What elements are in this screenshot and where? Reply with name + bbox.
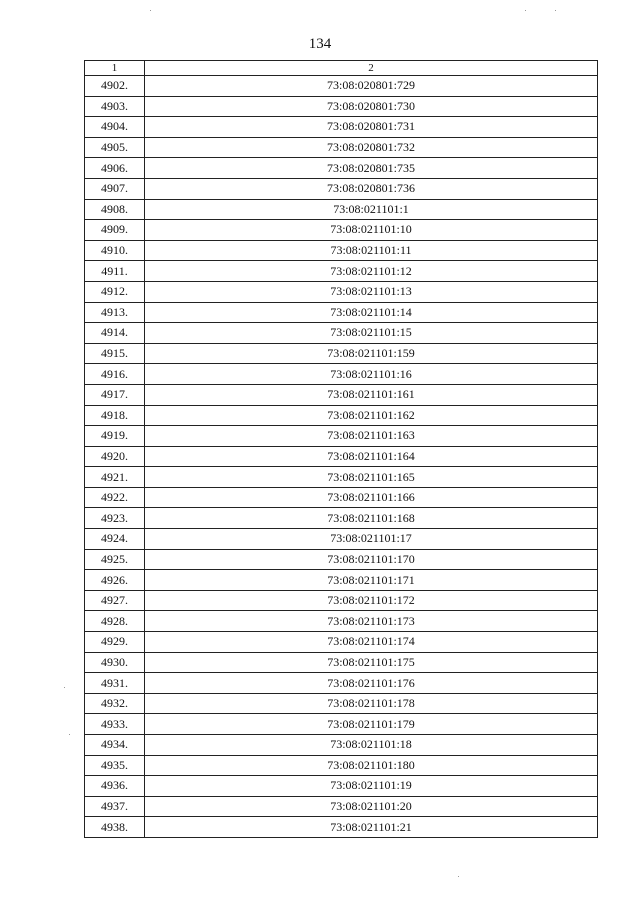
- table-row: [85, 590, 598, 611]
- cadastral-number: 73:08:021101:165: [145, 467, 598, 488]
- cadastral-number: 73:08:021101:12: [145, 261, 598, 282]
- row-number: 4915.: [85, 343, 145, 364]
- table-row: [85, 549, 598, 570]
- scan-speck: [458, 876, 459, 877]
- row-number: 4924.: [85, 529, 145, 550]
- table-row: [85, 426, 598, 447]
- row-number: 4925.: [85, 549, 145, 570]
- table-row: [85, 281, 598, 302]
- row-number: 4928.: [85, 611, 145, 632]
- row-number: 4936.: [85, 776, 145, 797]
- table-row: [85, 487, 598, 508]
- table-row: [85, 261, 598, 282]
- row-number: 4926.: [85, 570, 145, 591]
- row-number: 4910.: [85, 240, 145, 261]
- column-header-1: 1: [85, 61, 145, 76]
- table-row: [85, 384, 598, 405]
- table-row: [85, 302, 598, 323]
- table-row: [85, 796, 598, 817]
- row-number: 4923.: [85, 508, 145, 529]
- table-row: [85, 96, 598, 117]
- row-number: 4917.: [85, 384, 145, 405]
- table-row: [85, 817, 598, 838]
- table-row: [85, 570, 598, 591]
- table-row: [85, 632, 598, 653]
- table-row: [85, 220, 598, 241]
- table-row: [85, 714, 598, 735]
- row-number: 4906.: [85, 158, 145, 179]
- row-number: 4913.: [85, 302, 145, 323]
- row-number: 4920.: [85, 446, 145, 467]
- row-number: 4927.: [85, 590, 145, 611]
- cadastral-number: 73:08:021101:173: [145, 611, 598, 632]
- table-row: [85, 405, 598, 426]
- row-number: 4914.: [85, 323, 145, 344]
- cadastral-number: 73:08:021101:10: [145, 220, 598, 241]
- row-number: 4911.: [85, 261, 145, 282]
- register-table: [84, 60, 598, 838]
- row-number: 4907.: [85, 178, 145, 199]
- cadastral-number: 73:08:020801:730: [145, 96, 598, 117]
- table-row: [85, 240, 598, 261]
- cadastral-number: 73:08:021101:15: [145, 323, 598, 344]
- table-row: [85, 199, 598, 220]
- table-row: [85, 446, 598, 467]
- row-number: 4918.: [85, 405, 145, 426]
- scan-speck: [555, 10, 556, 11]
- cadastral-number: 73:08:021101:168: [145, 508, 598, 529]
- row-number: 4934.: [85, 735, 145, 756]
- scan-speck: [150, 10, 151, 11]
- header-row: [85, 61, 598, 76]
- cadastral-number: 73:08:020801:736: [145, 178, 598, 199]
- row-number: 4937.: [85, 796, 145, 817]
- row-number: 4935.: [85, 755, 145, 776]
- cadastral-number: 73:08:021101:16: [145, 364, 598, 385]
- table-row: [85, 755, 598, 776]
- scan-speck: [64, 687, 65, 688]
- cadastral-number: 73:08:021101:19: [145, 776, 598, 797]
- table-row: [85, 467, 598, 488]
- table-row: [85, 776, 598, 797]
- cadastral-number: 73:08:021101:20: [145, 796, 598, 817]
- cadastral-number: 73:08:021101:162: [145, 405, 598, 426]
- table-row: [85, 178, 598, 199]
- cadastral-number: 73:08:021101:17: [145, 529, 598, 550]
- row-number: 4919.: [85, 426, 145, 447]
- page-number: 134: [308, 36, 332, 52]
- cadastral-number: 73:08:021101:1: [145, 199, 598, 220]
- cadastral-number: 73:08:021101:18: [145, 735, 598, 756]
- row-number: 4922.: [85, 487, 145, 508]
- table-row: [85, 693, 598, 714]
- row-number: 4931.: [85, 673, 145, 694]
- table-row: [85, 673, 598, 694]
- cadastral-number: 73:08:021101:13: [145, 281, 598, 302]
- table-row: [85, 158, 598, 179]
- table-row: [85, 323, 598, 344]
- row-number: 4912.: [85, 281, 145, 302]
- row-number: 4908.: [85, 199, 145, 220]
- cadastral-number: 73:08:021101:21: [145, 817, 598, 838]
- table-row: [85, 735, 598, 756]
- cadastral-number: 73:08:021101:166: [145, 487, 598, 508]
- cadastral-number: 73:08:021101:14: [145, 302, 598, 323]
- scan-speck: [525, 10, 526, 11]
- cadastral-number: 73:08:020801:729: [145, 76, 598, 97]
- table-row: [85, 76, 598, 97]
- cadastral-number: 73:08:021101:171: [145, 570, 598, 591]
- row-number: 4933.: [85, 714, 145, 735]
- table-row: [85, 529, 598, 550]
- row-number: 4904.: [85, 117, 145, 138]
- cadastral-number: 73:08:021101:180: [145, 755, 598, 776]
- row-number: 4905.: [85, 137, 145, 158]
- cadastral-number: 73:08:021101:175: [145, 652, 598, 673]
- row-number: 4929.: [85, 632, 145, 653]
- row-number: 4903.: [85, 96, 145, 117]
- row-number: 4932.: [85, 693, 145, 714]
- scan-speck: [69, 734, 70, 735]
- table-row: [85, 611, 598, 632]
- row-number: 4909.: [85, 220, 145, 241]
- table-row: [85, 117, 598, 138]
- cadastral-number: 73:08:021101:179: [145, 714, 598, 735]
- cadastral-number: 73:08:021101:172: [145, 590, 598, 611]
- table-row: [85, 137, 598, 158]
- table-header: [85, 61, 598, 76]
- table-row: [85, 508, 598, 529]
- table-row: [85, 364, 598, 385]
- cadastral-number: 73:08:021101:176: [145, 673, 598, 694]
- row-number: 4921.: [85, 467, 145, 488]
- cadastral-number: 73:08:020801:735: [145, 158, 598, 179]
- cadastral-number: 73:08:021101:159: [145, 343, 598, 364]
- row-number: 4930.: [85, 652, 145, 673]
- table-row: [85, 343, 598, 364]
- cadastral-number: 73:08:021101:163: [145, 426, 598, 447]
- cadastral-number: 73:08:021101:161: [145, 384, 598, 405]
- row-number: 4938.: [85, 817, 145, 838]
- table-row: [85, 652, 598, 673]
- cadastral-number: 73:08:020801:732: [145, 137, 598, 158]
- cadastral-number: 73:08:021101:170: [145, 549, 598, 570]
- row-number: 4916.: [85, 364, 145, 385]
- row-number: 4902.: [85, 76, 145, 97]
- cadastral-number: 73:08:021101:164: [145, 446, 598, 467]
- cadastral-number: 73:08:020801:731: [145, 117, 598, 138]
- cadastral-number: 73:08:021101:178: [145, 693, 598, 714]
- cadastral-number: 73:08:021101:174: [145, 632, 598, 653]
- cadastral-number: 73:08:021101:11: [145, 240, 598, 261]
- table-body: [85, 76, 598, 838]
- column-header-2: 2: [145, 61, 598, 76]
